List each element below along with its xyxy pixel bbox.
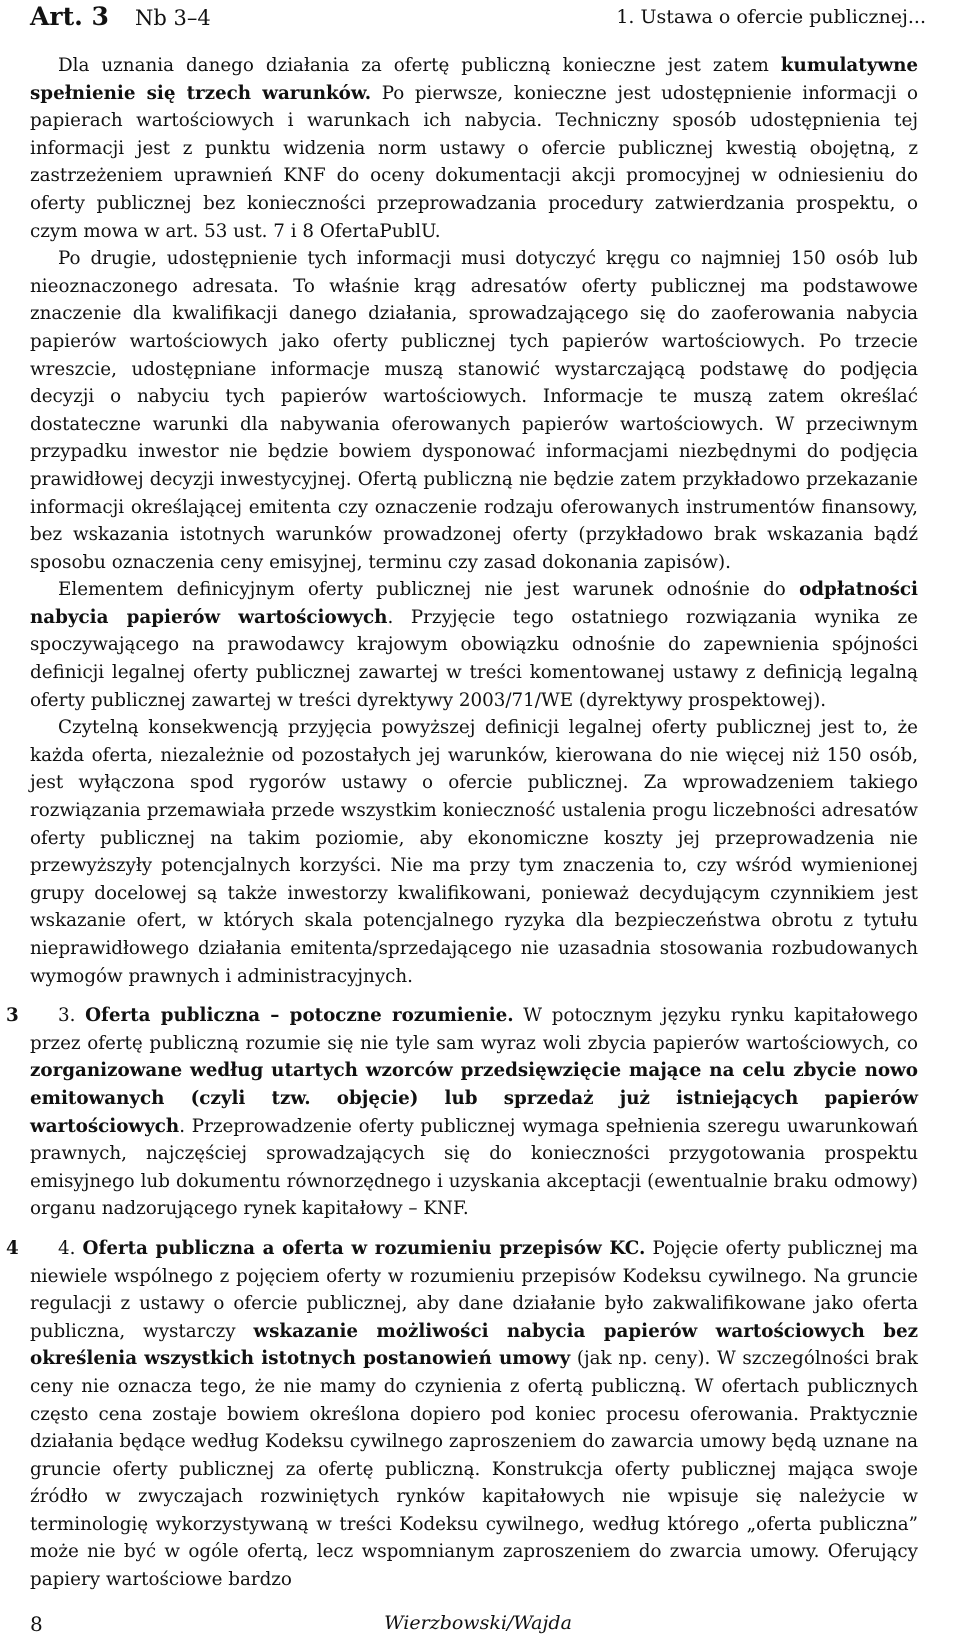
page-header xyxy=(30,2,926,38)
bold-phrase: Oferta publiczna – potoczne rozumienie. xyxy=(85,1005,514,1027)
section-4-text xyxy=(30,1238,918,1590)
article-number: Art. 3 xyxy=(30,2,109,31)
margin-number-4: 4 xyxy=(6,1237,19,1259)
paragraph-1 xyxy=(30,52,918,245)
text-run: Pojęcie oferty publicznej ma niewiele wspólnego z pojęciem oferty w rozumieniu przepisów Kodeksu cywilnego. Na gruncie regulacji z ustawy o ofercie publicznej, aby dane działanie było zakwalifikowane jako oferta publiczna, wystarczy xyxy=(30,1237,918,1342)
section-4 xyxy=(6,1235,919,1594)
text-run: . Przeprowadzenie oferty publicznej wymaga spełnienia szeregu uwarunkowań prawnych, najczęściej sprowadzających się do konieczności przygotowania prospektu emisyjnego lub dokumentu równorzędnego i uzyskania akceptacji (ewentualnie braku odmowy) organu nadzorującego rynek kapitałowy – KNF. xyxy=(30,1115,918,1220)
paragraph-2 xyxy=(30,245,918,576)
margin-number-range: Nb 3–4 xyxy=(135,6,211,30)
bold-phrase: wskazanie możliwości nabycia papierów wartościowych bez określenia wszystkich istotnych postanowień umowy xyxy=(30,1320,918,1370)
bold-phrase: zorganizowane według utartych wzorców przedsięwzięcie mające na celu zbycie nowo emitowanych (czyli tzw. objęcie) lub sprzedaż już istniejących papierów wartościowych xyxy=(30,1060,918,1137)
bold-phrase: kumulatywne spełnienie się trzech warunków. xyxy=(30,55,918,104)
commentary-body xyxy=(6,52,919,1594)
page-footer xyxy=(30,1612,926,1642)
text-run: Dla uznania danego działania za ofertę publiczną konieczne jest zatem xyxy=(58,55,781,76)
bold-phrase: odpłatności nabycia papierów wartościowych xyxy=(30,579,918,628)
section-3 xyxy=(6,1002,918,1223)
margin-number-3: 3 xyxy=(6,1005,19,1027)
text-run: 3. xyxy=(58,1005,86,1027)
text-run: Elementem definicyjnym oferty publicznej nie jest warunek odnośnie do xyxy=(58,579,800,601)
bold-phrase: Oferta publiczna a oferta w rozumieniu przepisów KC. xyxy=(82,1237,646,1259)
text-run: Po pierwsze, konieczne jest udostępnienie informacji o papierach wartościowych i warunkach ich nabycia. Techniczny sposób udostępnienia tej informacji jest z punktu widzenia norm ustawy o ofercie publicznej kwestią obojętną, z zastrzeżeniem uprawnień KNF do oceny dokumentacji akcji promocyjnej w odniesieniu do oferty publicznej bez konieczności przeprowadzania procedury zatwierdzania prospektu, o czym mowa w art. 53 ust. 7 i 8 OfertaPublU. xyxy=(30,82,918,242)
text-run: Po drugie, udostępnienie tych informacji musi dotyczyć kręgu co najmniej 150 osób lub nieoznaczonego adresata. To właśnie krąg adresatów oferty publicznej ma podstawowe znaczenie dla kwalifikacji danego działania, sprowadzającego się do zaoferowania nabycia papierów wartościowych jako oferty publicznej tych papierów wartościowych. Po trzecie wreszcie, udostępniane informacje muszą stanowić wystarczającą podstawę do podjęcia decyzji o nabyciu tych papierów wartościowych. Informacje te muszą zatem określać dostateczne warunki dla nabywania oferowanych papierów wartościowych. W przeciwnym przypadku inwestor nie będzie bowiem dysponować informacjami niezbędnymi do podjęcia prawidłowej decyzji inwestycyjnej. Ofertą publiczną nie będzie zatem przykładowo przekazanie informacji określającej emitenta czy oznaczenie rodzaju oferowanych instrumentów finansowy, bez wskazania istotnych warunków prowadzonej oferty (przykładowo brak wskazania bądź sposobu oznaczenia ceny emisyjnej, terminu czy zasad dokonania zapisów). xyxy=(30,248,918,573)
running-title: 1. Ustawa o ofercie publicznej... xyxy=(616,6,926,28)
paragraph-3 xyxy=(30,576,918,714)
text-run: Czytelną konsekwencją przyjęcia powyższej definicji legalnej oferty publicznej jest to, że każda oferta, niezależnie od pozostałych jej warunków, kierowana do nie więcej niż 150 osób, jest wyłączona spod rygorów ustawy o ofercie publicznej. Za wprowadzeniem takiego rozwiązania przemawiała przede wszystkim konieczność ustalenia progu liczebności adresatów oferty publicznej na takim poziomie, aby ekonomiczne koszty jej przeprowadzenia nie przewyższyły potencjalnych korzyści. Nie ma przy tym znaczenia to, czy wśród wymienionej grupy docelowej są także inwestorzy kwalifikowani, ponieważ decydującym czynnikiem jest wskazanie ofert, w których skala potencjalnego ryzyka dla bezpieczeństwa obrotu z tytułu nieprawidłowego działania emitenta/sprzedającego nie uzasadnia stosowania rozbudowanych wymogów prawnych i administracyjnych. xyxy=(30,717,918,987)
section-3-text xyxy=(30,1005,918,1219)
paragraph-4 xyxy=(30,714,918,990)
text-run: W potocznym języku rynku kapitałowego przez ofertę publiczną rozumie się nie tyle sam wyraz woli zbycia papierów wartościowych, co xyxy=(30,1005,918,1054)
authors: Wierzbowski/Wajda xyxy=(384,1612,572,1634)
page-number: 8 xyxy=(30,1612,43,1636)
text-run: 4. xyxy=(58,1237,83,1259)
text-run: . Przyjęcie tego ostatniego rozwiązania wynika ze spoczywającego na prawodawcy krajowym obowiązku odnośnie do zapewnienia spójności definicji legalnej oferty publicznej zawartej w treści komentowanej ustawy z definicją legalną oferty publicznej zawartej w treści dyrektywy 2003/71/WE (dyrektywy prospektowej). xyxy=(30,606,919,711)
text-run: (jak np. ceny). W szczególności brak ceny nie oznacza tego, że nie mamy do czynienia z ofertą publiczną. W ofertach publicznych często cena zostaje bowiem określona dopiero pod koniec procesu oferowania. Praktycznie działania będące według Kodeksu cywilnego zaproszeniem do zawarcia umowy będą uznane na gruncie oferty publicznej za ofertę publiczną. Konstrukcja oferty publicznej mająca swoje źródło w zwyczajach rozwiniętych rynków kapitałowych nie wpisuje się należycie w terminologię wykorzystywaną w treści Kodeksu cywilnego, według którego „oferta publiczna” może nie być w ogóle ofertą, lecz wspomnianym zaproszeniem do zwarcia umowy. Oferujący papiery wartościowe bardzo xyxy=(30,1348,919,1591)
